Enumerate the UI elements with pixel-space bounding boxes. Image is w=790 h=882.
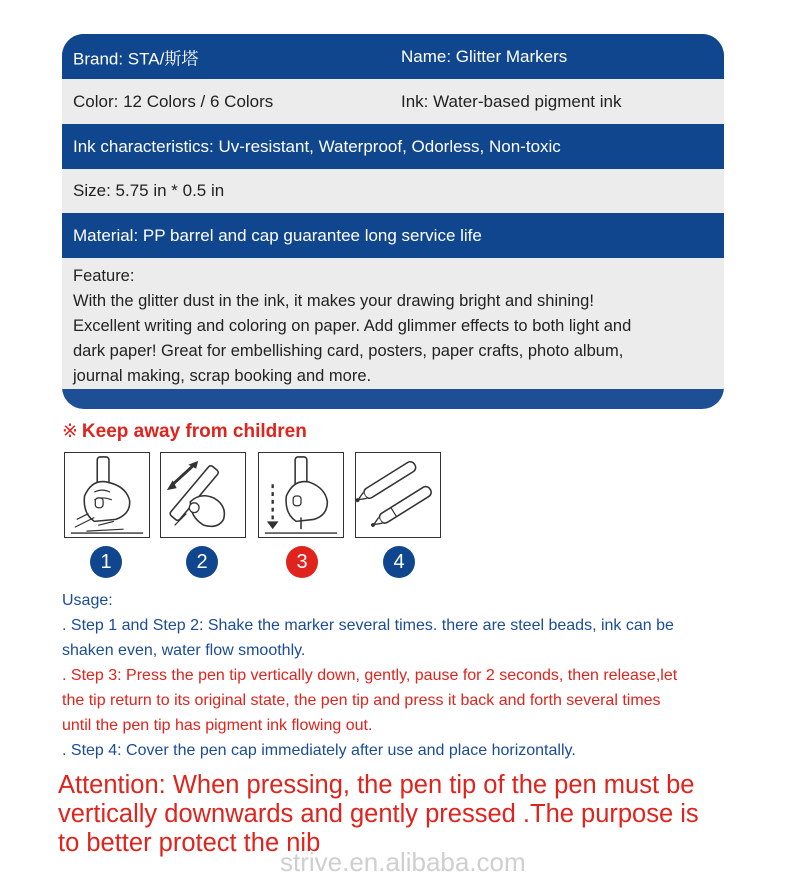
spec-row-feature (62, 258, 724, 389)
feature-line: Feature: (73, 267, 135, 285)
ink-characteristics-text: Ink characteristics: Uv-resistant, Waterproof, Odorless, Non-toxic (73, 136, 561, 156)
step-number-4: 4 (383, 546, 415, 578)
attention-line: vertically downwards and gently pressed .The purpose is (58, 800, 699, 828)
usage-step4-line: . Step 4: Cover the pen cap immediately after use and place horizontally. (62, 742, 576, 759)
brand-text: Brand: STA/斯塔 (73, 49, 199, 68)
press-tip-icon (258, 452, 344, 538)
spec-row-color (62, 79, 724, 124)
spec-row-brand (62, 34, 724, 79)
usage-step12-line: . Step 1 and Step 2: Shake the marker several times. there are steel beads, ink can be (62, 617, 674, 634)
attention-line: to better protect the nib (58, 829, 321, 857)
warning-text: Keep away from children (81, 421, 307, 442)
step-number-3: 3 (286, 546, 318, 578)
usage-step3-line: . Step 3: Press the pen tip vertically down, gently, pause for 2 seconds, then release,let (62, 667, 678, 684)
watermark: strive.en.alibaba.com (280, 847, 526, 877)
spec-row-size (62, 169, 724, 213)
usage-title: Usage: (62, 592, 113, 609)
spec-row-material (62, 213, 724, 258)
step-number-1: 1 (90, 546, 122, 578)
feature-line: With the glitter dust in the ink, it makes your drawing bright and shining! (73, 292, 594, 310)
feature-line: dark paper! Great for embellishing card, posters, paper crafts, photo album, (73, 342, 624, 360)
cap-pen-icon (355, 452, 441, 538)
usage-step3-line: the tip return to its original state, the pen tip and press it back and forth several times (62, 692, 661, 709)
feature-line: Excellent writing and coloring on paper. Add glimmer effects to both light and (73, 317, 632, 335)
attention-note (58, 771, 699, 858)
color-text: Color: 12 Colors / 6 Colors (73, 91, 274, 111)
step-number-2: 2 (186, 546, 218, 578)
usage-step12-line: shaken even, water flow smoothly. (62, 642, 306, 659)
attention-line: Attention: When pressing, the pen tip of the pen must be (58, 771, 695, 799)
shake-diagonal-icon (160, 452, 246, 538)
material-text: Material: PP barrel and cap guarantee long service life (73, 225, 482, 245)
ink-text: Ink: Water-based pigment ink (401, 91, 622, 111)
spec-table (62, 34, 724, 409)
usage-step3-line: until the pen tip has pigment ink flowing out. (62, 717, 373, 734)
size-text: Size: 5.75 in * 0.5 in (73, 181, 225, 200)
warning-heading (62, 420, 307, 443)
feature-line: journal making, scrap booking and more. (73, 367, 372, 385)
shake-marker-icon (64, 452, 150, 538)
usage-section (62, 588, 677, 763)
name-text: Name: Glitter Markers (401, 46, 568, 66)
reference-mark-icon: ※ (62, 421, 78, 442)
spec-row-ink-characteristics (62, 124, 724, 169)
